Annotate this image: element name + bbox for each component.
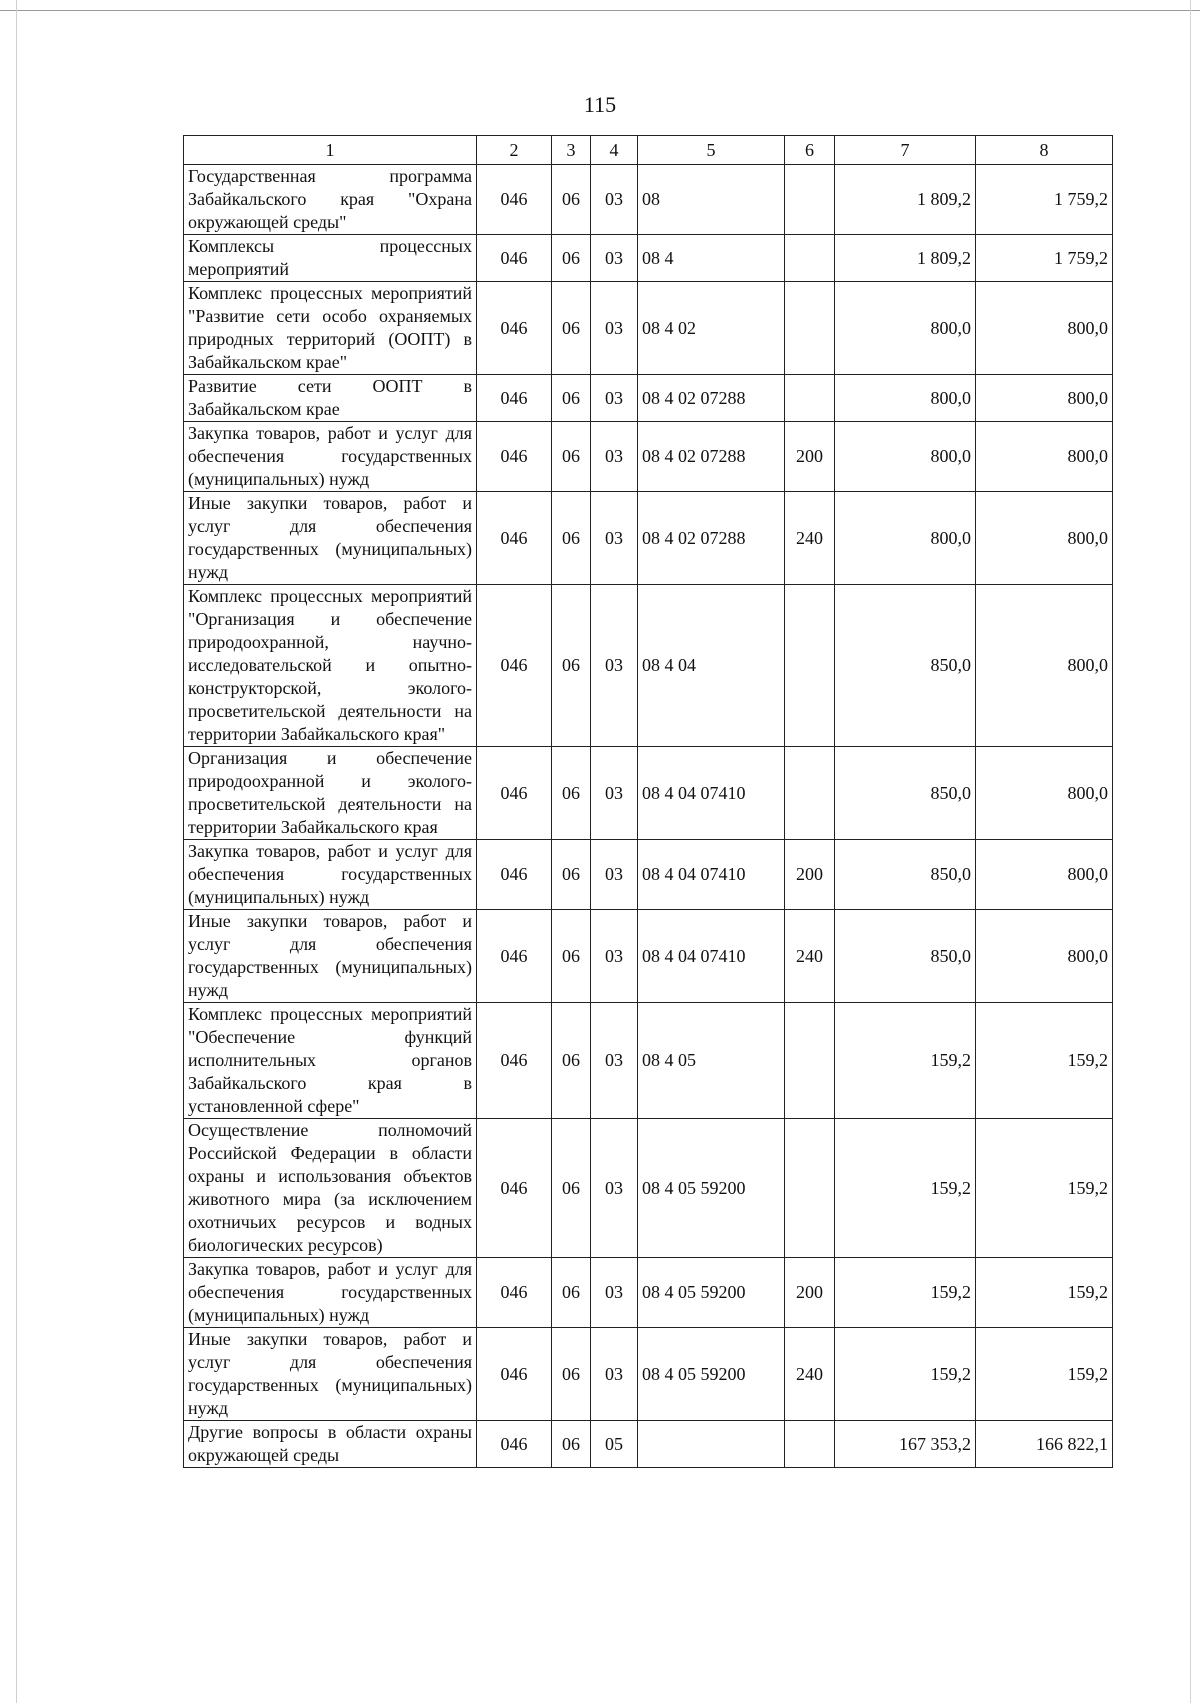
subsection-cell: 03 [591, 282, 638, 375]
admin-code-cell: 046 [477, 422, 552, 492]
amount-1-cell: 800,0 [835, 422, 976, 492]
expense-type-cell: 200 [785, 422, 835, 492]
section-cell: 06 [552, 840, 591, 910]
target-item-cell: 08 4 [638, 235, 785, 282]
table-row [184, 1003, 1113, 1119]
amount-2-cell: 159,2 [976, 1328, 1113, 1421]
target-item-cell: 08 4 05 59200 [638, 1119, 785, 1258]
target-item-cell: 08 4 05 59200 [638, 1328, 785, 1421]
amount-2-cell: 159,2 [976, 1003, 1113, 1119]
subsection-cell: 03 [591, 1119, 638, 1258]
table-row [184, 1119, 1113, 1258]
amount-1-cell: 800,0 [835, 375, 976, 422]
subsection-cell: 03 [591, 165, 638, 235]
amount-1-cell: 850,0 [835, 747, 976, 840]
amount-2-cell: 800,0 [976, 375, 1113, 422]
admin-code-cell: 046 [477, 747, 552, 840]
header-cell: 6 [785, 136, 835, 165]
expense-type-cell: 200 [785, 840, 835, 910]
amount-2-cell: 1 759,2 [976, 165, 1113, 235]
amount-1-cell: 850,0 [835, 910, 976, 1003]
budget-table [183, 135, 1113, 1468]
amount-1-cell: 167 353,2 [835, 1421, 976, 1468]
section-cell: 06 [552, 235, 591, 282]
section-cell: 06 [552, 165, 591, 235]
section-cell: 06 [552, 1258, 591, 1328]
section-cell: 06 [552, 1421, 591, 1468]
target-item-cell: 08 4 02 07288 [638, 492, 785, 585]
table-row [184, 375, 1113, 422]
target-item-cell: 08 4 02 07288 [638, 375, 785, 422]
header-cell: 5 [638, 136, 785, 165]
scan-edge-right [1190, 0, 1191, 1703]
header-cell: 4 [591, 136, 638, 165]
admin-code-cell: 046 [477, 235, 552, 282]
item-name-cell: Закупка товаров, работ и услуг для обеспечения государственных (муниципальных) нужд [184, 422, 477, 492]
amount-2-cell: 800,0 [976, 747, 1113, 840]
subsection-cell: 03 [591, 840, 638, 910]
subsection-cell: 03 [591, 910, 638, 1003]
subsection-cell: 03 [591, 375, 638, 422]
expense-type-cell: 240 [785, 492, 835, 585]
amount-2-cell: 800,0 [976, 840, 1113, 910]
header-cell: 1 [184, 136, 477, 165]
expense-type-cell [785, 1421, 835, 1468]
item-name-cell: Иные закупки товаров, работ и услуг для обеспечения государственных (муниципальных) нужд [184, 1328, 477, 1421]
section-cell: 06 [552, 1328, 591, 1421]
subsection-cell: 03 [591, 422, 638, 492]
amount-1-cell: 850,0 [835, 585, 976, 747]
amount-1-cell: 800,0 [835, 282, 976, 375]
amount-2-cell: 800,0 [976, 585, 1113, 747]
amount-1-cell: 850,0 [835, 840, 976, 910]
section-cell: 06 [552, 1003, 591, 1119]
amount-2-cell: 1 759,2 [976, 235, 1113, 282]
table-row [184, 585, 1113, 747]
amount-2-cell: 159,2 [976, 1119, 1113, 1258]
expense-type-cell: 240 [785, 1328, 835, 1421]
item-name-cell: Закупка товаров, работ и услуг для обеспечения государственных (муниципальных) нужд [184, 1258, 477, 1328]
amount-2-cell: 800,0 [976, 492, 1113, 585]
section-cell: 06 [552, 375, 591, 422]
table-row [184, 422, 1113, 492]
admin-code-cell: 046 [477, 1328, 552, 1421]
admin-code-cell: 046 [477, 282, 552, 375]
subsection-cell: 03 [591, 1003, 638, 1119]
item-name-cell: Комплексы процессных мероприятий [184, 235, 477, 282]
amount-2-cell: 800,0 [976, 282, 1113, 375]
section-cell: 06 [552, 282, 591, 375]
table-row [184, 910, 1113, 1003]
section-cell: 06 [552, 585, 591, 747]
item-name-cell: Комплекс процессных мероприятий "Организация и обеспечение природоохранной, научно-исследовательской и опытно-конструкторской, эколого-просветительской деятельности на территории Забайкальского края" [184, 585, 477, 747]
admin-code-cell: 046 [477, 840, 552, 910]
admin-code-cell: 046 [477, 1003, 552, 1119]
amount-2-cell: 166 822,1 [976, 1421, 1113, 1468]
table-row [184, 1421, 1113, 1468]
target-item-cell [638, 1421, 785, 1468]
admin-code-cell: 046 [477, 165, 552, 235]
expense-type-cell: 200 [785, 1258, 835, 1328]
section-cell: 06 [552, 1119, 591, 1258]
subsection-cell: 05 [591, 1421, 638, 1468]
expense-type-cell [785, 375, 835, 422]
section-cell: 06 [552, 910, 591, 1003]
table-row [184, 1258, 1113, 1328]
target-item-cell: 08 4 02 07288 [638, 422, 785, 492]
amount-1-cell: 1 809,2 [835, 235, 976, 282]
target-item-cell: 08 4 05 [638, 1003, 785, 1119]
subsection-cell: 03 [591, 1328, 638, 1421]
table-row [184, 235, 1113, 282]
table-row [184, 282, 1113, 375]
section-cell: 06 [552, 422, 591, 492]
table-row [184, 492, 1113, 585]
header-cell: 2 [477, 136, 552, 165]
amount-1-cell: 159,2 [835, 1119, 976, 1258]
target-item-cell: 08 4 02 [638, 282, 785, 375]
section-cell: 06 [552, 747, 591, 840]
subsection-cell: 03 [591, 235, 638, 282]
subsection-cell: 03 [591, 1258, 638, 1328]
admin-code-cell: 046 [477, 585, 552, 747]
header-cell: 7 [835, 136, 976, 165]
amount-1-cell: 159,2 [835, 1003, 976, 1119]
amount-1-cell: 800,0 [835, 492, 976, 585]
target-item-cell: 08 4 05 59200 [638, 1258, 785, 1328]
item-name-cell: Организация и обеспечение природоохранной и эколого-просветительской деятельности на территории Забайкальского края [184, 747, 477, 840]
table-row [184, 840, 1113, 910]
expense-type-cell [785, 1003, 835, 1119]
table-row [184, 1328, 1113, 1421]
subsection-cell: 03 [591, 585, 638, 747]
expense-type-cell [785, 282, 835, 375]
item-name-cell: Другие вопросы в области охраны окружающей среды [184, 1421, 477, 1468]
expense-type-cell [785, 235, 835, 282]
item-name-cell: Иные закупки товаров, работ и услуг для обеспечения государственных (муниципальных) нужд [184, 910, 477, 1003]
target-item-cell: 08 4 04 [638, 585, 785, 747]
subsection-cell: 03 [591, 492, 638, 585]
subsection-cell: 03 [591, 747, 638, 840]
admin-code-cell: 046 [477, 375, 552, 422]
expense-type-cell: 240 [785, 910, 835, 1003]
item-name-cell: Комплекс процессных мероприятий "Развитие сети особо охраняемых природных территорий (ООПТ) в Забайкальском крае" [184, 282, 477, 375]
item-name-cell: Комплекс процессных мероприятий "Обеспечение функций исполнительных органов Забайкальского края в установленной сфере" [184, 1003, 477, 1119]
expense-type-cell [785, 585, 835, 747]
target-item-cell: 08 4 04 07410 [638, 747, 785, 840]
section-cell: 06 [552, 492, 591, 585]
scan-edge-left [16, 0, 17, 1703]
target-item-cell: 08 4 04 07410 [638, 840, 785, 910]
table-header-row [184, 136, 1113, 165]
item-name-cell: Закупка товаров, работ и услуг для обеспечения государственных (муниципальных) нужд [184, 840, 477, 910]
target-item-cell: 08 [638, 165, 785, 235]
expense-type-cell [785, 1119, 835, 1258]
admin-code-cell: 046 [477, 1421, 552, 1468]
table-row [184, 747, 1113, 840]
amount-1-cell: 159,2 [835, 1328, 976, 1421]
header-cell: 8 [976, 136, 1113, 165]
item-name-cell: Государственная программа Забайкальского края "Охрана окружающей среды" [184, 165, 477, 235]
amount-2-cell: 800,0 [976, 422, 1113, 492]
target-item-cell: 08 4 04 07410 [638, 910, 785, 1003]
expense-type-cell [785, 165, 835, 235]
amount-1-cell: 1 809,2 [835, 165, 976, 235]
amount-2-cell: 159,2 [976, 1258, 1113, 1328]
item-name-cell: Развитие сети ООПТ в Забайкальском крае [184, 375, 477, 422]
scan-edge-top [0, 10, 1200, 11]
admin-code-cell: 046 [477, 1258, 552, 1328]
amount-2-cell: 800,0 [976, 910, 1113, 1003]
admin-code-cell: 046 [477, 492, 552, 585]
header-cell: 3 [552, 136, 591, 165]
admin-code-cell: 046 [477, 910, 552, 1003]
expense-type-cell [785, 747, 835, 840]
item-name-cell: Осуществление полномочий Российской Федерации в области охраны и использования объектов животного мира (за исключением охотничьих ресурсов и водных биологических ресурсов) [184, 1119, 477, 1258]
amount-1-cell: 159,2 [835, 1258, 976, 1328]
page-number: 115 [583, 92, 617, 117]
item-name-cell: Иные закупки товаров, работ и услуг для обеспечения государственных (муниципальных) нужд [184, 492, 477, 585]
table-row [184, 165, 1113, 235]
admin-code-cell: 046 [477, 1119, 552, 1258]
